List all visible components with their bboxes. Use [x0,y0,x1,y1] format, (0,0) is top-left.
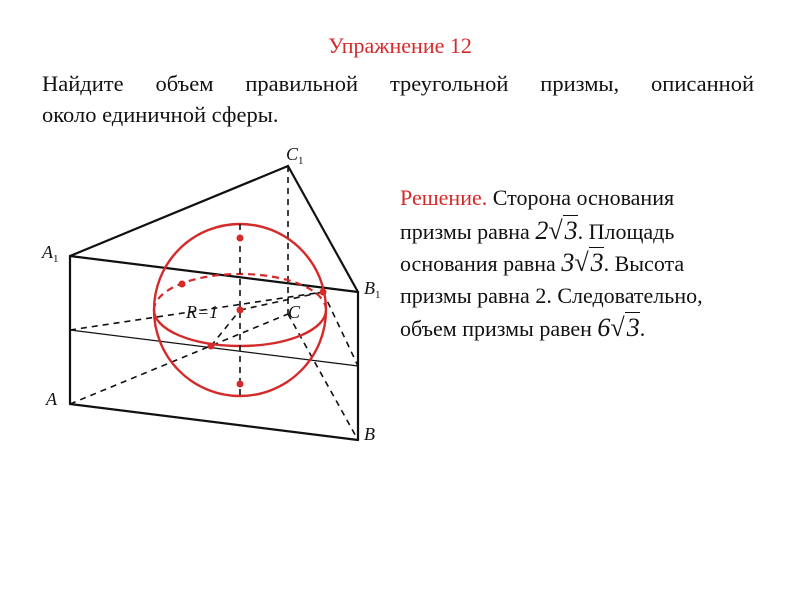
solution-text-3a: основания равна [400,251,562,276]
point-bottom [237,381,244,388]
edge-ab [70,404,358,440]
sqrt-sign: √ [548,215,563,245]
solution-text-3b: . Высота [603,251,685,276]
area-radicand: 3 [590,248,604,277]
point-center [237,307,244,314]
volume-radicand: 3 [626,313,640,342]
label-a: A [46,389,57,409]
solution-text-2a: призмы равна [400,218,536,244]
center-to-face [240,292,323,310]
point-tangent-right [320,289,327,296]
sqrt-sign: √ [574,248,589,277]
task-line-2: около единичной сферы. [42,102,279,127]
point-tangent-left [179,281,186,288]
label-b: B [364,424,375,444]
exercise-title: Упражнение 12 [328,33,472,58]
solution-text-5a: объем призмы равен [400,316,598,341]
solution-text-5b: . [639,316,646,341]
point-top [237,235,244,242]
sqrt-sign: √ [610,313,625,342]
solution-text-1: Сторона основания [487,185,675,210]
volume-coef: 6 [597,313,611,342]
label-c: C [288,302,301,322]
area-coef: 3 [561,248,575,277]
edge-ac-hidden [70,314,288,404]
solution-text-2b: . Площадь [577,218,675,244]
label-a1: $A_1$ [42,242,59,265]
solution-label: Решение. [400,185,488,210]
side-coef: 2 [535,215,549,245]
label-radius: R=1 [186,302,219,322]
edge-c1b1 [288,166,358,292]
solution-text-4: призмы равна 2. Следовательно, [400,282,703,308]
mid-plane-front [70,330,358,366]
label-c1: $C_1$ [286,144,304,167]
side-radicand: 3 [564,215,578,245]
edge-a1c1 [70,166,288,256]
task-line-1: Найдите объем правильной треугольной призмы, описанной [42,71,754,96]
mid-plane-back-right [323,292,358,366]
label-b1: $B_1$ [364,278,381,301]
edge-a1b1 [70,256,358,292]
point-tangent-front [208,343,215,350]
